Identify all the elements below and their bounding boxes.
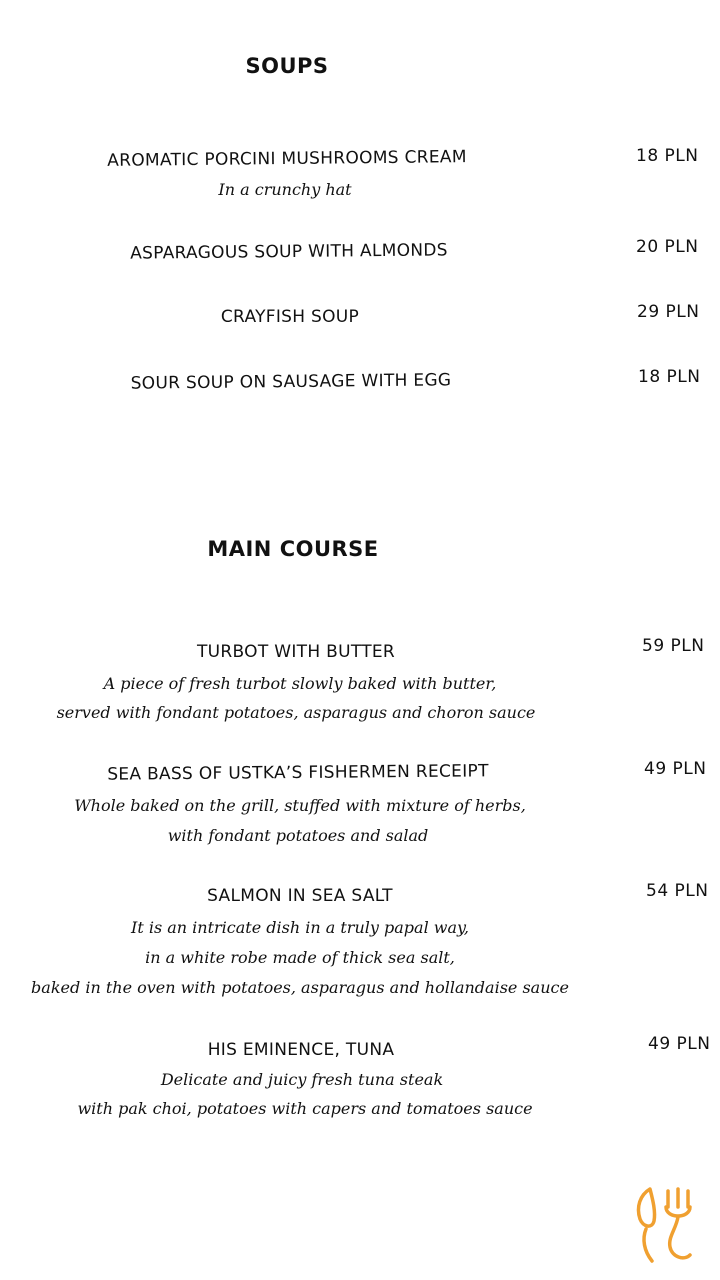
menu-item-price: 59 PLN (642, 636, 705, 656)
menu-item-name: HIS EMINENCE, TUNA (207, 1040, 395, 1060)
main-course-heading: MAIN COURSE (207, 537, 379, 561)
menu-item-price: 54 PLN (646, 881, 709, 901)
menu-item-name: SOUR SOUP ON SAUSAGE WITH EGG (130, 370, 452, 394)
menu-item-name: TURBOT WITH BUTTER (196, 642, 396, 662)
menu-item-description: It is an intricate dish in a truly papal way, (131, 918, 469, 937)
menu-item-description: Whole baked on the grill, stuffed with mixture of herbs, (74, 796, 526, 815)
menu-item-description: served with fondant potatoes, asparagus and choron sauce (56, 703, 536, 722)
menu-item-description: baked in the oven with potatoes, asparagus and hollandaise sauce (31, 978, 569, 997)
menu-item-price: 29 PLN (637, 302, 700, 322)
menu-item-price: 18 PLN (636, 146, 699, 166)
menu-item-description: with fondant potatoes and salad (167, 826, 429, 845)
menu-item-name: AROMATIC PORCINI MUSHROOMS CREAM (107, 147, 467, 171)
menu-item-description: A piece of fresh turbot slowly baked with butter, (103, 674, 497, 693)
fork-logo-icon (632, 1185, 700, 1265)
menu-item-price: 18 PLN (638, 367, 701, 387)
menu-item-name: SEA BASS OF USTKA’S FISHERMEN RECEIPT (107, 761, 489, 785)
menu-item-name: CRAYFISH SOUP (220, 307, 360, 327)
menu-item-price: 49 PLN (648, 1034, 711, 1054)
menu-item-name: ASPARAGOUS SOUP WITH ALMONDS (130, 240, 448, 264)
menu-item-price: 20 PLN (636, 237, 699, 257)
menu-item-price: 49 PLN (644, 759, 707, 779)
menu-item-name: SALMON IN SEA SALT (207, 886, 393, 906)
menu-item-description: Delicate and juicy fresh tuna steak (160, 1070, 444, 1089)
menu-item-description: in a white robe made of thick sea salt, (145, 948, 455, 967)
soups-heading: SOUPS (245, 54, 329, 78)
menu-item-description: In a crunchy hat (218, 180, 352, 199)
menu-item-description: with pak choi, potatoes with capers and tomatoes sauce (77, 1099, 533, 1118)
